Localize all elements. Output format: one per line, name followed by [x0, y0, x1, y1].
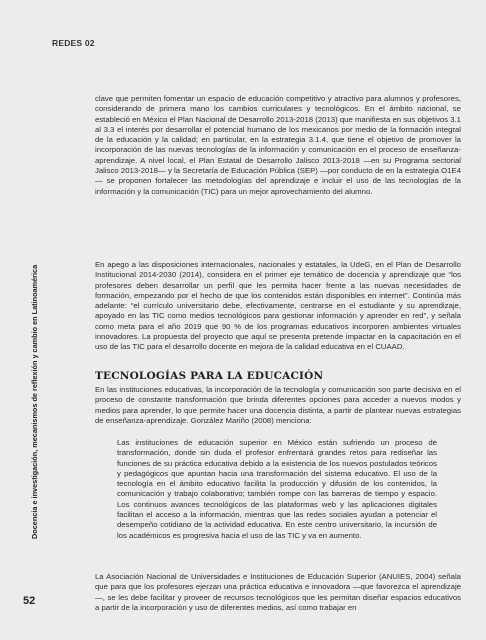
vertical-book-title: [30, 243, 40, 539]
running-head: REDES 02: [52, 38, 95, 48]
page-number: 52: [23, 595, 36, 607]
block-quote: Las instituciones de educación superior en México están sufriendo un proceso de transformación, donde sin duda el profesor enfrentará grandes retos para rediseñar las funciones de su práctica educativa debido a la existencia de los nuevos postulados teóricos y pedagógicos que apuntan hacia una transformación del sistema educativo. El uso de la tecnología en el ámbito educativo facilita la producción y difusión de los contenidos, la comunicación y trabajo colaborativo; también rompe con las barreras de tiempo y espacio. Los continuos avances tecnológicos de las plataformas web y las aplicaciones digitales facilitan el acceso a la información, mientras que las redes sociales ayudan a potenciar el desempeño cotidiano de la actividad educativa. En este centro universitario, la incursión de los académicos es progresiva hacia el uso de las TIC y va en aumento.: [117, 438, 437, 540]
vertical-book-title-text: Docencia e investigación, mecanismos de reflexión y cambio en Latinoamérica: [30, 264, 39, 539]
body-paragraph-3: En las instituciones educativas, la incorporación de la tecnología y comunicación son parte decisiva en el proceso de constante transformación que brinda diferentes opciones para acceder a nuevos modos y medios para aprender, lo que permite hacer una docencia distinta, a partir de plantear nuevas estrategias de enseñanza-aprendizaje. González Mariño (2008) menciona:: [95, 385, 461, 425]
body-paragraph-1: clave que permiten fomentar un espacio de educación competitivo y atractivo para alumnos y profesores, considerando de primera mano los cambios curriculares y tecnológicos. En el ámbito nacional, se estableció en México el Plan Nacional de Desarrollo 2013-2018 (2013) que manifiesta en sus objetivos 3.1 al 3.3 el interés por desarrollar el potencial humano de los mexicanos por medio de la formación integral de la educación y la calidad; en particular, en la estrategia 3.1.4, que tiene el objetivo de promover la incorporación de las nuevas tecnologías de la información y comunicación en el proceso de enseñanza-aprendizaje. A nivel local, el Plan Estatal de Desarrollo Jalisco 2013-2018 —en su Programa sectorial Jalisco 2013-2018— y la Secretaría de Educación Pública (SEP) —por conducto de en la estrategia O1E4— se proponen fortalecer las metodologías del aprendizaje e incluir el uso de las tecnologías de la información y la comunicación (TIC) para un mejor aprovechamiento del alumno.: [95, 94, 461, 196]
body-paragraph-2: En apego a las disposiciones internacionales, nacionales y estatales, la UdeG, en el Plan de Desarrollo Institucional 2014-2030 (2014), considera en el primer eje temático de docencia y aprendizaje que “los profesores deben desarrollar un perfil que les permita hacer frente a las nuevas necesidades de formación, empezando por el hecho de que los contenidos están disponibles en internet”. Continúa más adelante: “el currículo universitario debe, efectivamente, centrarse en el estudiante y su aprendizaje, apoyado en las TIC como medios tecnológicos para gestionar información y aprender en red”, y señala como meta para el año 2019 que 90 % de los programas educativos incorporen ambientes virtuales innovadores. La propuesta del proyecto que aquí se presenta pretende impactar en la capacitación en el uso de las TIC para el desarrollo docente en mejora de la calidad educativa en el CUAAD.: [95, 260, 461, 352]
section-heading: TECNOLOGÍAS PARA LA EDUCACIÓN: [95, 370, 324, 382]
body-paragraph-4: La Asociación Nacional de Universidades e Instituciones de Educación Superior (ANUIES, 2004) señala que para que los profesores ejerzan una práctica educativa e innovadora —que favorezca el aprendizaje—, se les debe facilitar y proveer de recursos tecnológicos que les permitan diseñar espacios educativos a partir de la incorporación y uso de diferentes medios, así como trabajar en: [95, 572, 461, 612]
